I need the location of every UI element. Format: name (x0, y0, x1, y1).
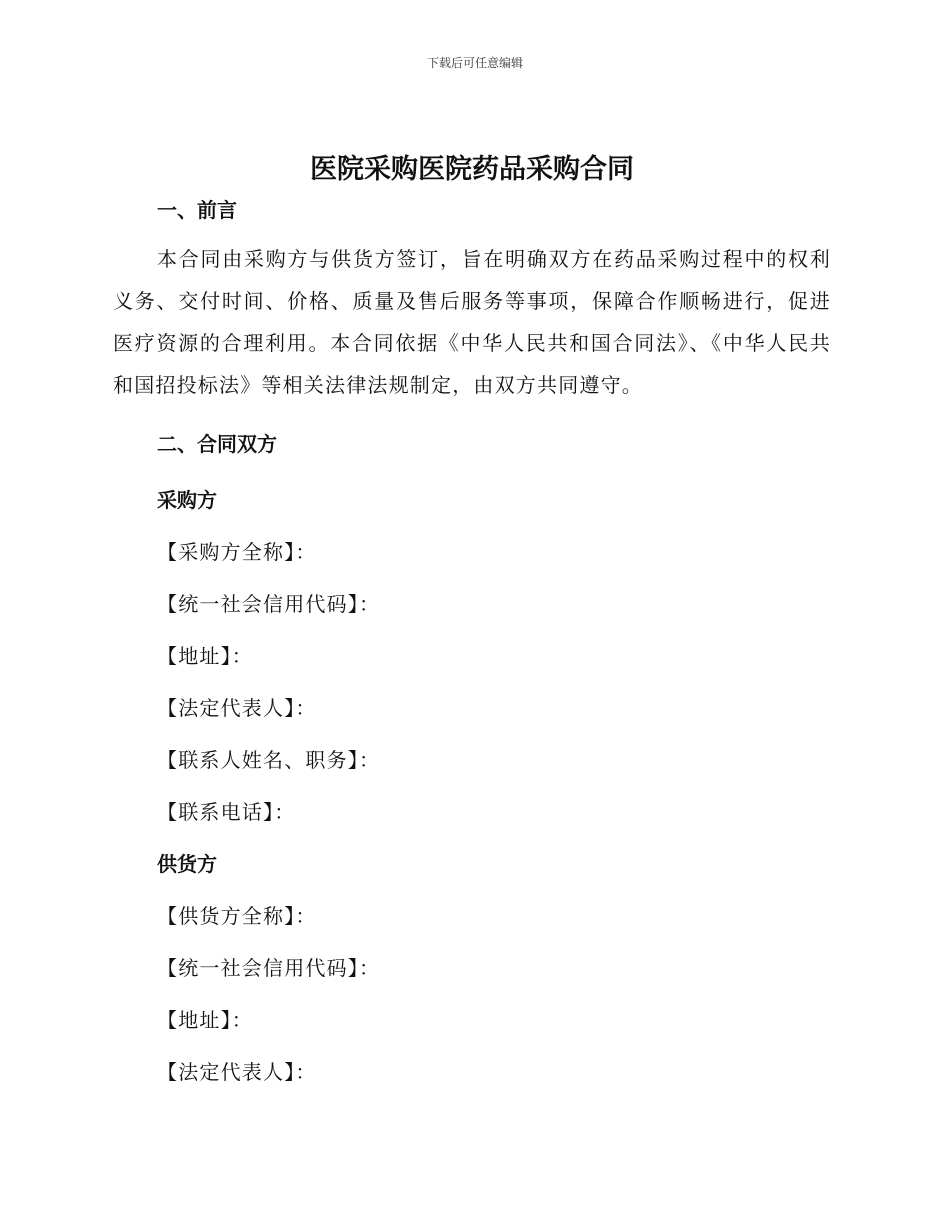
purchaser-heading: 采购方 (157, 488, 217, 512)
supplier-heading: 供货方 (157, 852, 217, 876)
preface-paragraph: 本合同由采购方与供货方签订，旨在明确双方在药品采购过程中的权利义务、交付时间、价格、质量及售后服务等事项，保障合作顺畅进行，促进医疗资源的合理利用。本合同依据《中华人民共和国合同法》、《中华人民共和国招投标法》等相关法律法规制定，由双方共同遵守。 (113, 247, 831, 397)
supplier-field-credit-code: 【统一社会信用代码】： (157, 956, 381, 980)
supplier-field-address: 【地址】： (157, 1008, 253, 1032)
page-header-note: 下载后可任意编辑 (426, 56, 523, 70)
section-heading-preface: 一、前言 (157, 198, 237, 222)
supplier-field-name: 【供货方全称】： (157, 904, 317, 928)
supplier-field-legal-rep: 【法定代表人】： (157, 1060, 317, 1084)
purchaser-field-contact: 【联系人姓名、职务】： (157, 748, 381, 772)
purchaser-field-name: 【采购方全称】： (157, 540, 317, 564)
section-heading-parties: 二、合同双方 (157, 432, 277, 456)
document-body (113, 150, 831, 1098)
purchaser-field-phone: 【联系电话】： (157, 800, 296, 824)
purchaser-field-address: 【地址】： (157, 644, 253, 668)
purchaser-field-legal-rep: 【法定代表人】： (157, 696, 317, 720)
purchaser-field-credit-code: 【统一社会信用代码】： (157, 592, 381, 616)
document-title: 医院采购医院药品采购合同 (310, 154, 634, 185)
